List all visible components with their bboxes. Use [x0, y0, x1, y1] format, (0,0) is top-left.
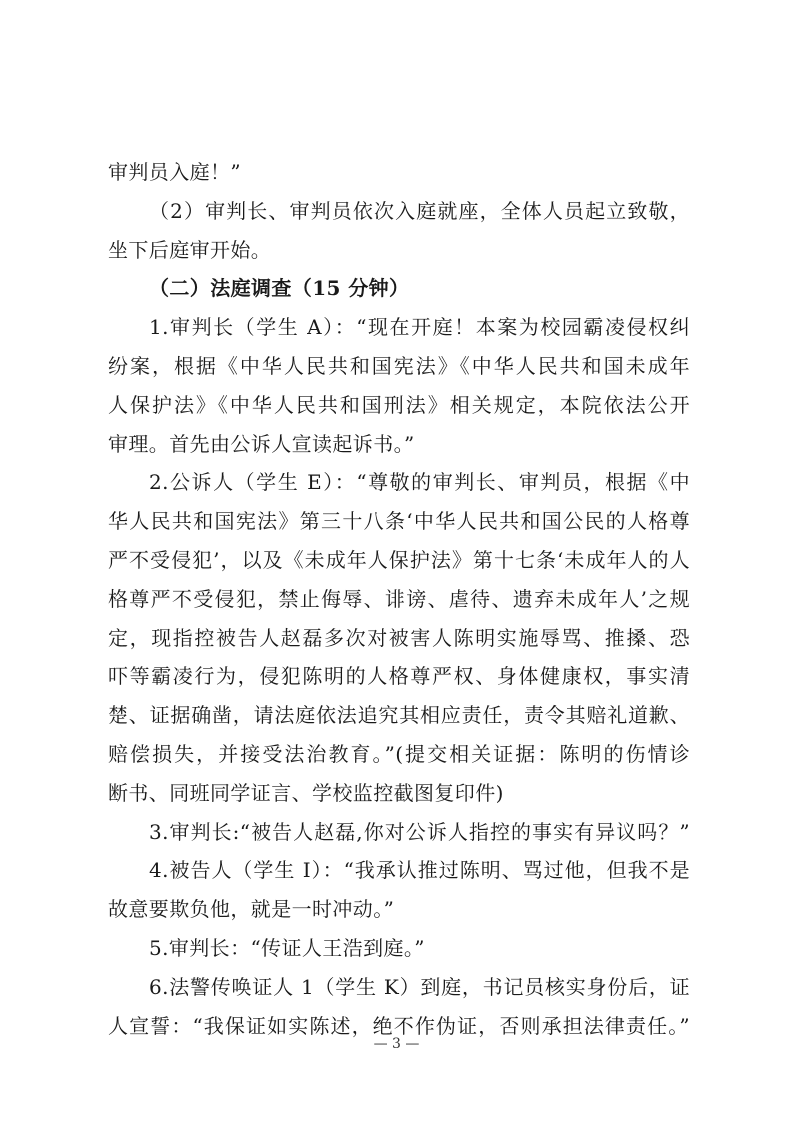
text-line: 严不受侵犯’，以及《未成年人保护法》第十七条‘未成年人的人 [108, 547, 690, 572]
text-line: 审理。首先由公诉人宣读起诉书。” [108, 431, 415, 456]
text-line: 人保护法》《中华人民共和国刑法》相关规定，本院依法公开 [108, 392, 690, 417]
text-line: 纷案，根据《中华人民共和国宪法》《中华人民共和国未成年 [108, 353, 690, 378]
text-line: 审判员入庭！” [108, 160, 242, 184]
text-line: 4.被告人（学生 I）：“我承认推过陈明、骂过他，但我不是 [149, 858, 690, 883]
text-line: 5.审判长：“传证人王浩到庭。” [149, 935, 425, 960]
section-heading: （二）法庭调查（15 分钟） [149, 276, 410, 301]
body-text [108, 153, 690, 1045]
text-line: 人宣誓：“我保证如实陈述，绝不作伪证，否则承担法律责任。” [108, 1013, 690, 1038]
text-line: 断书、同班同学证言、学校监控截图复印件) [108, 780, 504, 805]
text-line: （2）审判长、审判员依次入庭就座，全体人员起立致敬， [149, 198, 690, 223]
text-line: 坐下后庭审开始。 [108, 237, 272, 262]
text-line: 吓等霸凌行为，侵犯陈明的人格尊严权、身体健康权，事实清 [108, 664, 690, 689]
text-line: 华人民共和国宪法》第三十八条‘中华人民共和国公民的人格尊 [108, 509, 690, 534]
text-line: 3.审判长:“被告人赵磊,你对公诉人指控的事实有异议吗？” [149, 819, 690, 844]
text-line: 故意要欺负他，就是一时冲动。” [108, 897, 395, 922]
text-line: 楚、证据确凿，请法庭依法追究其相应责任，责令其赔礼道歉、 [108, 703, 690, 728]
page-number: — 3 — [373, 1036, 420, 1052]
text-line: 赔偿损失，并接受法治教育。”(提交相关证据：陈明的伤情诊 [108, 741, 690, 766]
text-line: 2.公诉人（学生 E）：“尊敬的审判长、审判员，根据《中 [149, 470, 690, 495]
text-line: 1.审判长（学生 A）：“现在开庭！本案为校园霸凌侵权纠 [149, 315, 690, 340]
text-line: 定，现指控被告人赵磊多次对被害人陈明实施辱骂、推搡、恐 [108, 625, 690, 650]
text-line: 格尊严不受侵犯，禁止侮辱、诽谤、虐待、遗弃未成年人’之规 [108, 586, 690, 611]
text-line: 6.法警传唤证人 1（学生 K）到庭，书记员核实身份后，证 [149, 974, 690, 999]
